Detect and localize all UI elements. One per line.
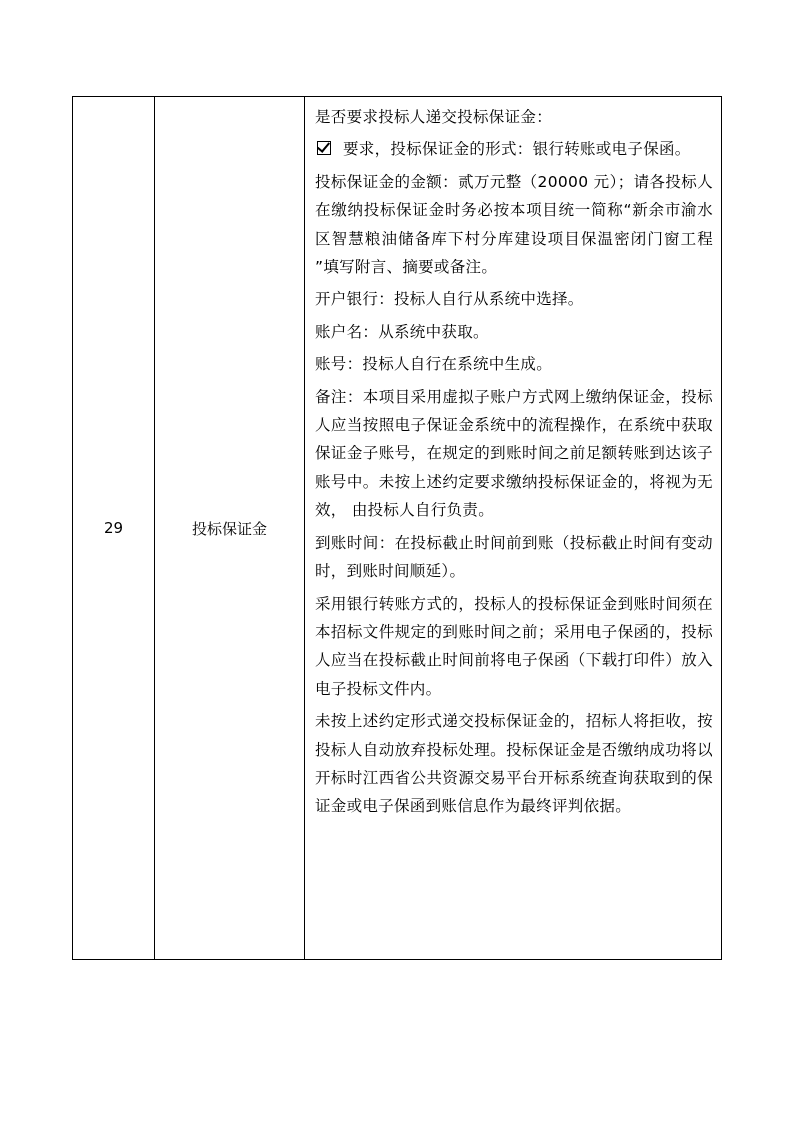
transfer-method-paragraph: 采用银行转账方式的，投标人的投标保证金到账时间须在本招标文件规定的到账时间之前；采用电子保函的，投标人应当在投标截止时间前将电子保函（下载打印件）放入电子投标文件内。	[315, 594, 713, 698]
bond-form-line	[315, 135, 713, 163]
account-number-paragraph: 账号：投标人自行在系统中生成。	[315, 355, 553, 374]
checked-checkbox-icon	[317, 141, 331, 155]
row-item-name: 投标保证金	[155, 97, 305, 960]
row-content	[305, 97, 722, 960]
bond-required-question: 是否要求投标人递交投标保证金：	[315, 108, 553, 126]
bank-paragraph: 开户银行：投标人自行从系统中选择。	[315, 290, 584, 309]
remarks-paragraph: 备注：本项目采用虚拟子账户方式网上缴纳保证金，投标人应当按照电子保证金系统中的流程操作，在系统中获取保证金子账号，在规定的到账时间之前足额转账到达该子账号中。未按上述约定要求缴纳投标保证金的，将视为无效， 由投标人自行负责。	[315, 387, 713, 520]
bid-data-table	[72, 96, 722, 960]
arrival-time-paragraph: 到账时间：在投标截止时间前到账（投标截止时间有变动时，到账时间顺延）。	[315, 533, 713, 581]
row-number: 29	[73, 97, 155, 960]
rejection-paragraph: 未按上述约定形式递交投标保证金的，招标人将拒收，按投标人自动放弃投标处理。投标保证金是否缴纳成功将以开标时江西省公共资源交易平台开标系统查询获取到的保证金或电子保函到账信息作为最终评判依据。	[315, 712, 713, 816]
bond-form-text: 要求，投标保证金的形式：银行转账或电子保函。	[343, 140, 691, 159]
table-row	[73, 97, 722, 960]
account-name-paragraph: 账户名：从系统中获取。	[315, 322, 489, 341]
bond-amount-paragraph: 投标保证金的金额：贰万元整（20000 元）；请各投标人在缴纳投标保证金时务必按本项目统一简称“新余市渝水区智慧粮油储备库下村分库建设项目保温密闭门窗工程 ”填写附言、摘要或备注。	[315, 172, 713, 277]
